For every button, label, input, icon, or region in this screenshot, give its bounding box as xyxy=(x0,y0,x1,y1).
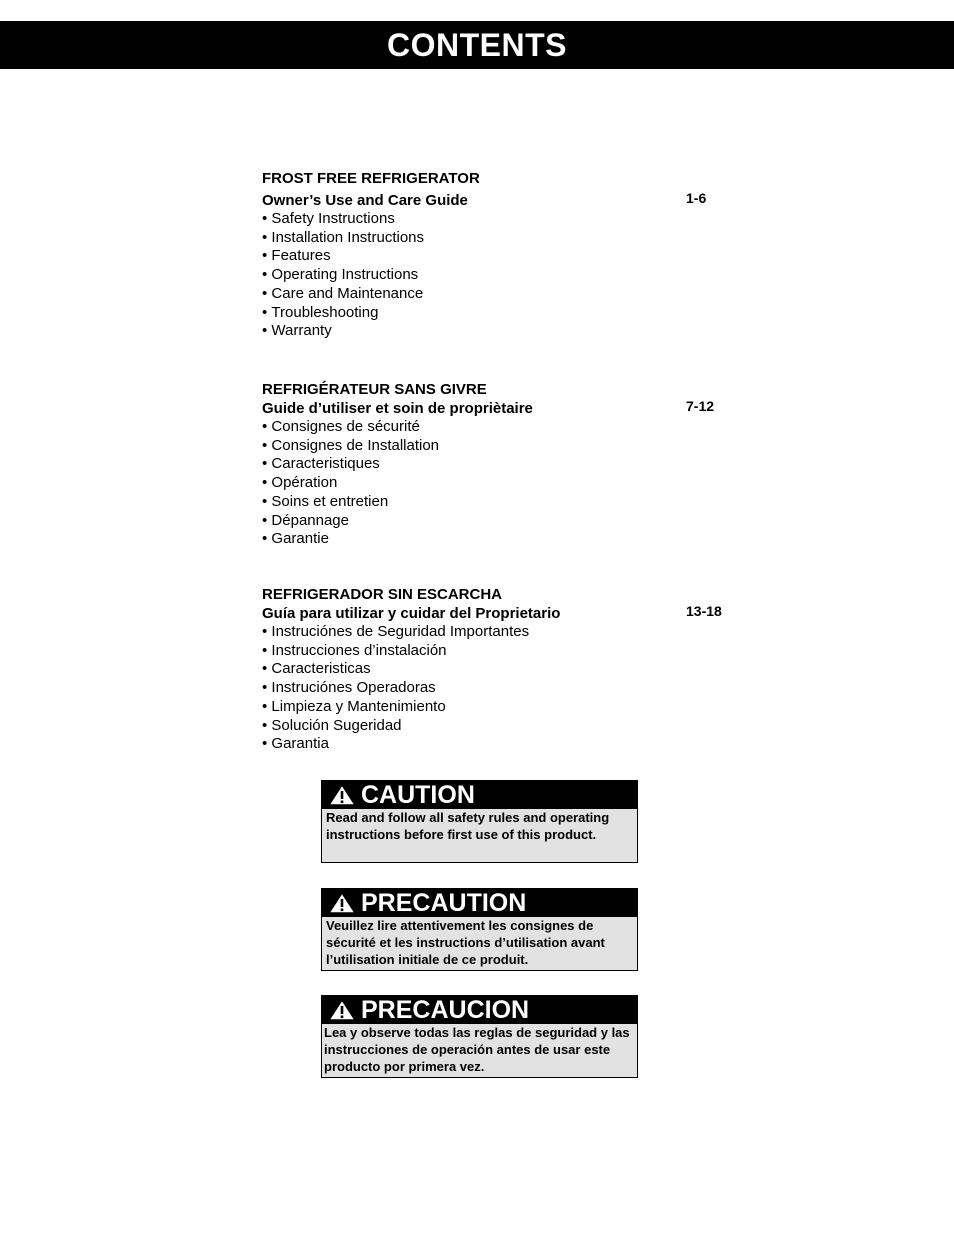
list-item: • Operating Instructions xyxy=(262,266,742,285)
precaucion-box xyxy=(321,995,638,1078)
warning-triangle-icon xyxy=(325,996,359,1024)
section-pages: 7-12 xyxy=(686,398,715,414)
list-item: • Care and Maintenance xyxy=(262,285,742,304)
list-item: • Instruciónes Operadoras xyxy=(262,679,742,698)
list-item: • Instruciónes de Seguridad Importantes xyxy=(262,623,742,642)
caution-text: Read and follow all safety rules and operating instructions before first use of this product. xyxy=(326,810,610,842)
list-item: • Garantia xyxy=(262,735,742,754)
caution-header xyxy=(322,781,637,809)
precaucion-label: PRECAUCION xyxy=(361,995,530,1024)
precaucion-header xyxy=(322,996,637,1024)
list-item: • Consignes de sécurité xyxy=(262,418,742,437)
list-item: • Consignes de Installation xyxy=(262,437,742,456)
precaution-label: PRECAUTION xyxy=(361,888,527,917)
list-item: • Warranty xyxy=(262,322,742,341)
list-item: • Troubleshooting xyxy=(262,304,742,323)
section-spanish xyxy=(262,585,742,754)
section-subtitle: Guía para utilizar y cuidar del Proprietario xyxy=(262,605,561,622)
list-item: • Safety Instructions xyxy=(262,210,742,229)
list-item: • Opération xyxy=(262,474,742,493)
caution-box xyxy=(321,780,638,863)
list-item: • Caracteristiques xyxy=(262,455,742,474)
section-heading: REFRIGERADOR SIN ESCARCHA xyxy=(262,586,503,603)
list-item: • Caracteristicas xyxy=(262,660,742,679)
list-item: • Dépannage xyxy=(262,512,742,531)
page-title: CONTENTS xyxy=(387,26,567,63)
caution-label: CAUTION xyxy=(361,780,475,809)
contents-header-bar xyxy=(0,21,954,69)
warning-triangle-icon xyxy=(325,781,359,809)
section-subtitle: Guide d’utiliser et soin de propriètaire xyxy=(262,400,533,417)
precaucion-text: Lea y observe todas las reglas de seguridad y las instrucciones de operación antes de usar este producto por primera vez. xyxy=(324,1025,630,1074)
list-item: • Features xyxy=(262,247,742,266)
section-topic-list xyxy=(262,210,742,341)
precaution-text: Veuillez lire attentivement les consignes de sécurité et les instructions d’utilisation avant l’utilisation initiale de ce produit. xyxy=(326,918,605,967)
section-topic-list xyxy=(262,623,742,754)
section-french xyxy=(262,380,742,549)
precaution-box xyxy=(321,888,638,971)
section-english xyxy=(262,169,742,341)
section-subtitle: Owner’s Use and Care Guide xyxy=(262,192,468,209)
list-item: • Soins et entretien xyxy=(262,493,742,512)
section-subtitle-row xyxy=(262,191,742,210)
section-pages: 13-18 xyxy=(686,603,722,619)
section-subtitle-row xyxy=(262,399,742,418)
list-item: • Limpieza y Mantenimiento xyxy=(262,698,742,717)
section-heading: FROST FREE REFRIGERATOR xyxy=(262,170,480,187)
section-heading: REFRIGÉRATEUR SANS GIVRE xyxy=(262,381,487,398)
list-item: • Solución Sugeridad xyxy=(262,717,742,736)
section-topic-list xyxy=(262,418,742,549)
list-item: • Instrucciones d’instalación xyxy=(262,642,742,661)
section-subtitle-row xyxy=(262,604,742,623)
section-pages: 1-6 xyxy=(686,190,707,206)
list-item: • Installation Instructions xyxy=(262,229,742,248)
list-item: • Garantie xyxy=(262,530,742,549)
precaution-header xyxy=(322,889,637,917)
warning-triangle-icon xyxy=(325,889,359,917)
